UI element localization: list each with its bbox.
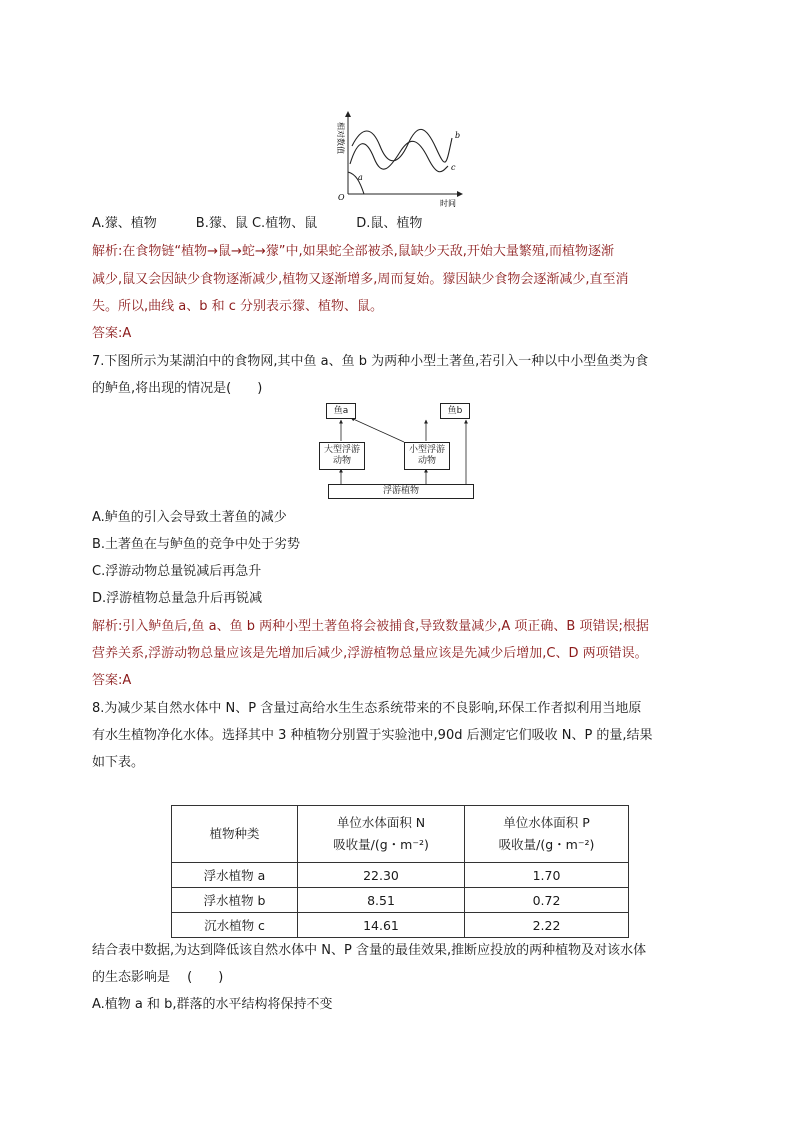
table-row: [172, 888, 629, 913]
q7-option-d: D.浮游植物总量急升后再锐减: [92, 591, 263, 606]
population-curve-svg: [328, 108, 468, 210]
cell-species: 沉水植物 c: [172, 913, 298, 938]
q7-analysis-line1: 解析:引入鲈鱼后,鱼 a、鱼 b 两种小型土著鱼将会被捕食,导致数量减少,A 项正确、B 项错误;根据: [92, 619, 649, 634]
q7-option-b: B.土著鱼在与鲈鱼的竞争中处于劣势: [92, 537, 301, 552]
cell-p: 0.72: [465, 888, 629, 913]
header-n-line1: 单位水体面积 N: [336, 815, 426, 830]
y-axis-label: 相对数值: [336, 122, 345, 154]
q8-stem-line2: 有水生植物净化水体。选择其中 3 种植物分别置于实验池中,90d 后测定它们吸收 N、P 的量,结果: [92, 728, 653, 743]
cell-p: 1.70: [465, 863, 629, 888]
header-p-uptake: [465, 806, 629, 863]
q8-stem-line3: 如下表。: [92, 755, 145, 770]
cell-p: 2.22: [465, 913, 629, 938]
table-row: [172, 913, 629, 938]
curve-c-label: c: [451, 163, 456, 172]
q7-option-c: C.浮游动物总量锐减后再急升: [92, 564, 262, 579]
q6-answer: 答案:A: [92, 326, 132, 341]
q6-analysis-line3: 失。所以,曲线 a、b 和 c 分别表示獴、植物、鼠。: [92, 299, 384, 314]
node-large-zooplankton: [319, 442, 365, 470]
table-header-row: [172, 806, 629, 863]
node-large-zooplankton-label-2: 动物: [332, 456, 351, 466]
header-n-uptake: [298, 806, 465, 863]
q8-stem-line1: 8.为减少某自然水体中 N、P 含量过高给水生生态系统带来的不良影响,环保工作者拟利用当地原: [92, 701, 642, 716]
node-phytoplankton: 浮游植物: [328, 484, 474, 499]
node-large-zooplankton-label-1: 大型浮游: [323, 445, 360, 455]
q6-options: A.獴、植物 B.獴、鼠 C.植物、鼠 D.鼠、植物: [92, 216, 423, 231]
q7-answer: 答案:A: [92, 673, 132, 688]
curve-b-label: b: [455, 131, 461, 140]
cell-species: 浮水植物 b: [172, 888, 298, 913]
food-web-figure: [316, 400, 478, 500]
header-n-line2: 吸收量/(g・m⁻²): [333, 837, 429, 852]
origin-label: O: [338, 193, 345, 202]
node-small-zooplankton: [404, 442, 450, 470]
cell-n: 14.61: [298, 913, 465, 938]
table-row: [172, 863, 629, 888]
header-p-line1: 单位水体面积 P: [503, 815, 590, 830]
q6-analysis-line1: 解析:在食物链“植物→鼠→蛇→獴”中,如果蛇全部被杀,鼠缺少天敌,开始大量繁殖,而植物逐渐: [92, 244, 615, 259]
node-fish-a: 鱼a: [326, 403, 356, 419]
node-small-zooplankton-label-2: 动物: [417, 456, 436, 466]
curve-c-line: [350, 141, 448, 171]
cell-species: 浮水植物 a: [172, 863, 298, 888]
header-species: 植物种类: [172, 806, 298, 863]
population-curve-figure: [328, 108, 468, 210]
x-axis-label: 时间: [440, 199, 456, 208]
node-fish-b: 鱼b: [440, 403, 470, 419]
q7-stem-line1: 7.下图所示为某湖泊中的食物网,其中鱼 a、鱼 b 为两种小型土著鱼,若引入一种以中小型鱼类为食: [92, 354, 649, 369]
cell-n: 8.51: [298, 888, 465, 913]
curve-a-label: a: [358, 173, 363, 182]
node-small-zooplankton-label-1: 小型浮游: [408, 445, 445, 455]
q7-analysis-line2: 营养关系,浮游动物总量应该是先增加后减少,浮游植物总量应该是先减少后增加,C、D 两项错误。: [92, 646, 648, 661]
q8-question-line1: 结合表中数据,为达到降低该自然水体中 N、P 含量的最佳效果,推断应投放的两种植物及对该水体: [92, 943, 647, 958]
q7-option-a: A.鲈鱼的引入会导致土著鱼的减少: [92, 510, 287, 525]
q8-option-a: A.植物 a 和 b,群落的水平结构将保持不变: [92, 997, 333, 1012]
q6-analysis-line2: 减少,鼠又会因缺少食物逐渐减少,植物又逐渐增多,周而复始。獴因缺少食物会逐渐减少,直至消: [92, 272, 629, 287]
q7-stem-line2: 的鲈鱼,将出现的情况是( ): [92, 381, 263, 396]
header-p-line2: 吸收量/(g・m⁻²): [498, 837, 595, 852]
q8-question-line2: 的生态影响是 ( ): [92, 970, 224, 985]
nutrient-uptake-table: [171, 805, 629, 938]
cell-n: 22.30: [298, 863, 465, 888]
